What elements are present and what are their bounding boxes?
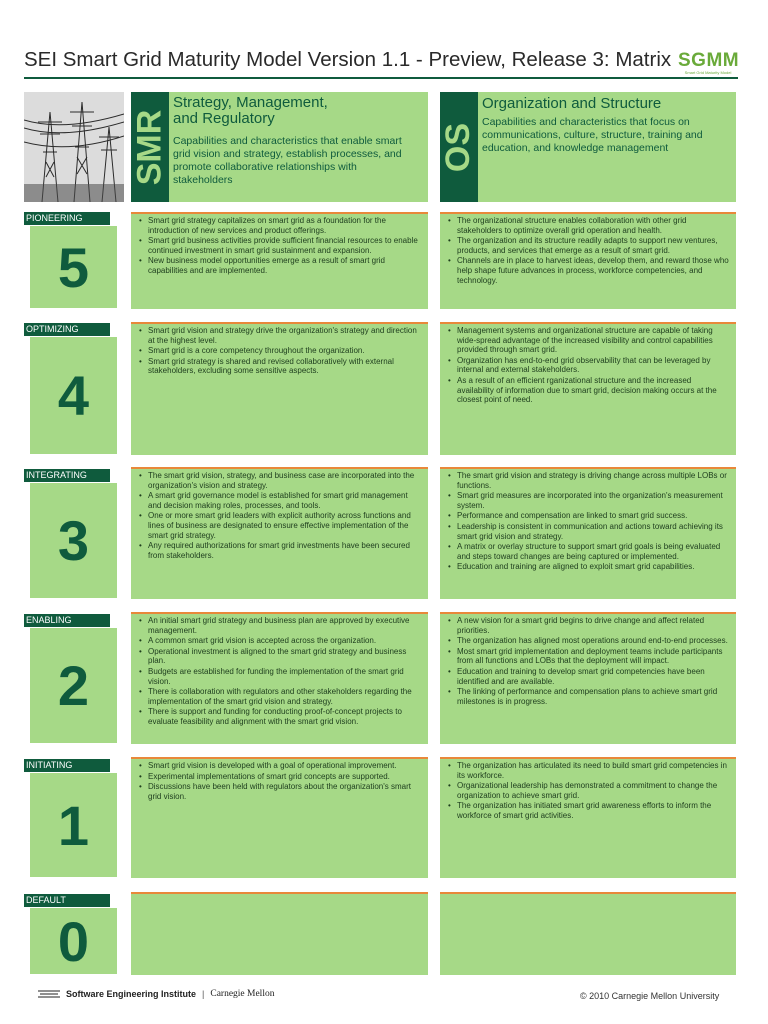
bullet-item: • New business model opportunities emerge as a result of smart grid capabilities and are implemented. <box>139 256 422 275</box>
level-number: 3 <box>57 509 90 572</box>
bullet-item: • A new vision for a smart grid begins to drive change and affect related priorities. <box>448 616 730 635</box>
bullet-item: • Smart grid strategy capitalizes on smart grid as a foundation for the introduction of new services and product offerings. <box>139 216 422 235</box>
bullet-item: • The organizational structure enables collaboration with other grid stakeholders to optimize overall grid operation and health. <box>448 216 730 235</box>
bullet-item: • Channels are in place to harvest ideas, develop them, and reward those who help shape future advances in process, workforce competencies, and technology. <box>448 256 730 285</box>
bullet-item: • The organization has initiated smart grid awareness efforts to inform the workforce of smart grid activities. <box>448 801 730 820</box>
level-number: 2 <box>57 654 90 717</box>
level-number: 4 <box>57 364 90 427</box>
level-label: DEFAULT <box>24 894 110 907</box>
level-number-box <box>30 628 117 743</box>
bullet-item: • A smart grid governance model is established for smart grid management and decision making roles, processes, and tools. <box>139 491 422 510</box>
smr-level-1-cell <box>131 757 428 878</box>
power-lines-photo <box>24 92 124 202</box>
os-abbreviation: OS <box>439 122 478 172</box>
bullet-item: • Experimental implementations of smart grid concepts are supported. <box>139 772 422 782</box>
page-title: SEI Smart Grid Maturity Model Version 1.1 - Preview, Release 3: Matrix <box>24 48 672 71</box>
level-label: OPTIMIZING <box>24 323 110 336</box>
smr-title: Strategy, Management, and Regulatory <box>173 94 328 127</box>
bullet-item: • The organization has aligned most operations around end-to-end processes. <box>448 636 730 646</box>
os-level-4-cell <box>440 322 736 455</box>
os-description: Capabilities and characteristics that focus on communications, culture, structure, training and education, and knowledge management <box>482 116 703 154</box>
bullet-item: • Management systems and organizational structure are capable of taking wide-spread advantage of the increased visibility and control capabilities provided through smart grid. <box>448 326 730 355</box>
bullet-item: • The linking of performance and compensation plans to achieve smart grid milestones is in progress. <box>448 687 730 706</box>
level-label: INITIATING <box>24 759 110 772</box>
level-number: 0 <box>57 909 90 973</box>
bullet-item: • The smart grid vision and strategy is driving change across multiple LOBs or functions. <box>448 471 730 490</box>
bullet-item: • As a result of an efficient rganizational structure and the increased availability of information due to smart grid, decision making occurs at the closest point of need. <box>448 376 730 405</box>
bullet-item: • An initial smart grid strategy and business plan are approved by executive management. <box>139 616 422 635</box>
sei-name: Software Engineering Institute <box>66 989 197 999</box>
bullet-item: • Education and training to develop smart grid competencies have been identified and are available. <box>448 667 730 686</box>
smr-column-header <box>131 92 428 202</box>
sei-footer-logo <box>38 989 274 999</box>
bullet-item: • There is collaboration with regulators and other stakeholders regarding the implementation of the smart grid vision and strategy. <box>139 687 422 706</box>
bullet-item: • Organization has end-to-end grid observability that can be leveraged by internal and external stakeholders. <box>448 356 730 375</box>
smr-level-0-cell <box>131 892 428 975</box>
os-level-3-cell <box>440 467 736 599</box>
os-level-1-cell <box>440 757 736 878</box>
bullet-item: • Discussions have been held with regulators about the organization's smart grid vision. <box>139 782 422 801</box>
bullet-item: • Education and training are aligned to exploit smart grid capabilities. <box>448 562 730 572</box>
smr-level-4-cell <box>131 322 428 455</box>
level-number-box <box>30 483 117 598</box>
level-number-box <box>30 773 117 877</box>
bullet-item: • A matrix or overlay structure to support smart grid goals is being evaluated and steps toward changes are being captured or implemented. <box>448 542 730 561</box>
sei-globe-icon <box>38 989 60 999</box>
level-label: PIONEERING <box>24 212 110 225</box>
os-title: Organization and Structure <box>482 95 662 112</box>
bullet-item: • Smart grid vision is developed with a goal of operational improvement. <box>139 761 422 771</box>
os-level-2-cell <box>440 612 736 744</box>
bullet-item: • There is support and funding for conducting proof-of-concept projects to evaluate feasibility and alignment with the smart grid vision. <box>139 707 422 726</box>
bullet-item: • The smart grid vision, strategy, and business case are incorporated into the organization's vision and strategy. <box>139 471 422 490</box>
copyright: © 2010 Carnegie Mellon University <box>580 991 720 1001</box>
footer-separator: | <box>202 989 205 999</box>
sgmm-logo-subtitle: Smart Grid Maturity Model <box>684 70 732 75</box>
bullet-item: • Organizational leadership has demonstrated a commitment to change the organization to achieve smart grid. <box>448 781 730 800</box>
bullet-item: • Smart grid strategy is shared and revised collaboratively with external stakeholders, excluding some sensitive aspects. <box>139 357 422 376</box>
level-number-box <box>30 908 117 974</box>
bullet-item: • A common smart grid vision is accepted across the organization. <box>139 636 422 646</box>
smr-abbreviation: SMR <box>130 109 169 185</box>
level-number-box <box>30 337 117 454</box>
level-label: ENABLING <box>24 614 110 627</box>
smr-description: Capabilities and characteristics that enable smart grid vision and strategy, establish processes, and promote collaborative relationships with stakeholders <box>173 135 402 186</box>
bullet-item: • Performance and compensation are linked to smart grid success. <box>448 511 730 521</box>
bullet-item: • Smart grid measures are incorporated into the organization's measurement system. <box>448 491 730 510</box>
smr-level-2-cell <box>131 612 428 744</box>
level-number: 1 <box>57 793 90 857</box>
sgmm-logo: SGMM <box>678 50 740 71</box>
bullet-item: • Most smart grid implementation and deployment teams include participants from all functions and LOBs that the deployment will impact. <box>448 647 730 666</box>
smr-level-5-cell <box>131 212 428 309</box>
level-number-box <box>30 226 117 308</box>
bullet-item: • Any required authorizations for smart grid investments have been secured from stakeholders. <box>139 541 422 560</box>
level-label: INTEGRATING <box>24 469 110 482</box>
bullet-item: • Smart grid business activities provide sufficient financial resources to enable continued investment in smart grid sustainment and expansion. <box>139 236 422 255</box>
os-column-header <box>440 92 736 202</box>
bullet-item: • Smart grid vision and strategy drive the organization's strategy and direction at the highest level. <box>139 326 422 345</box>
bullet-item: • Leadership is consistent in communication and actions toward achieving its smart grid vision and strategy. <box>448 522 730 541</box>
title-divider <box>24 77 738 79</box>
bullet-item: • Operational investment is aligned to the smart grid strategy and business plan. <box>139 647 422 666</box>
os-level-0-cell <box>440 892 736 975</box>
cmu-name: Carnegie Mellon <box>210 989 275 999</box>
level-number: 5 <box>57 235 90 299</box>
smr-level-3-cell <box>131 467 428 599</box>
os-level-5-cell <box>440 212 736 309</box>
bullet-item: • The organization and its structure readily adapts to support new ventures, products, and services that emerge as a result of smart grid. <box>448 236 730 255</box>
bullet-item: • Budgets are established for funding the implementation of the smart grid vision. <box>139 667 422 686</box>
bullet-item: • The organization has articulated its need to build smart grid competencies in its workforce. <box>448 761 730 780</box>
bullet-item: • Smart grid is a core competency throughout the organization. <box>139 346 422 356</box>
bullet-item: • One or more smart grid leaders with explicit authority across functions and lines of business are designated to ensure effective implementation of the smart grid strategy. <box>139 511 422 540</box>
